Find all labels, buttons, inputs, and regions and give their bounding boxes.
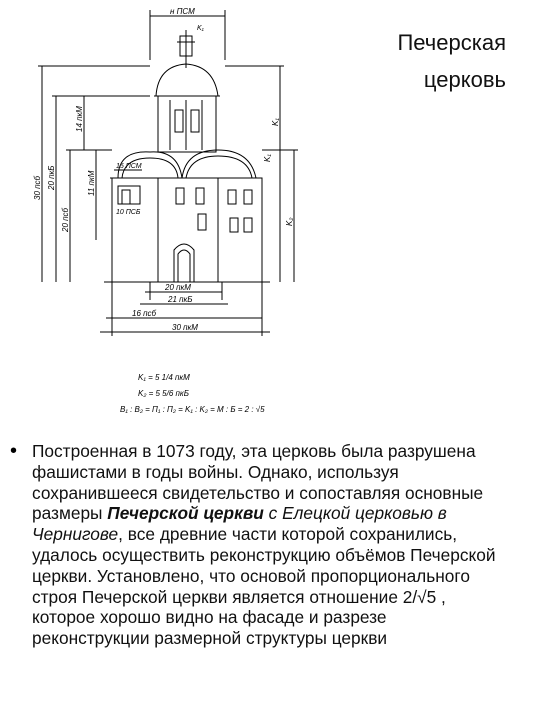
left-mid-label: 20 пкБ bbox=[47, 165, 56, 190]
body-part-3: , все древние части которой сохранились, удалось осуществить реконструкцию объёмов Печерской церкви. Установлено, что основой пропорционального строя Печерской церкви является отношение 2/√5 , которое хорошо видно на фасаде и разрезе реконструкции размерной структуры церкви bbox=[32, 524, 496, 649]
cross bbox=[177, 25, 205, 68]
inner-mid-label: 10 ПСБ bbox=[116, 209, 141, 216]
title-line-2: церковь bbox=[423, 67, 506, 92]
right-k1-label: K₁ bbox=[271, 118, 280, 126]
left-upper-label: 14 пкМ bbox=[75, 106, 84, 132]
inner-top-label: 15 ПСМ bbox=[116, 163, 142, 170]
church-architectural-drawing bbox=[30, 0, 350, 430]
bottom-label-1: 20 пкМ bbox=[165, 283, 191, 292]
slide-title bbox=[397, 24, 506, 98]
right-k1-label-upper: K₁ bbox=[263, 154, 272, 162]
left-dimensions bbox=[33, 66, 150, 282]
top-dimension bbox=[150, 7, 225, 60]
bottom-label-4: 30 пкМ bbox=[172, 323, 198, 332]
dome bbox=[154, 64, 220, 152]
bottom-label-3: 16 псб bbox=[132, 309, 157, 318]
left-outer-label: 30 псб bbox=[33, 175, 42, 200]
right-k2-label: K₂ bbox=[285, 217, 294, 226]
bottom-dimensions bbox=[100, 282, 270, 336]
bottom-label-2: 21 пкБ bbox=[168, 295, 193, 304]
body-part-1: Построенная в 1073 году, эта церковь была разрушена фашистами в годы войны. Однако, используя сохранившееся свидетельство и сопоставляя основные размеры bbox=[32, 441, 484, 524]
k1-label-top: K₁ bbox=[197, 25, 204, 32]
formula-k1: K₁ = 5 1/4 пкМ bbox=[138, 373, 190, 382]
left-small-label: 11 пкМ bbox=[87, 170, 96, 196]
formulas bbox=[120, 373, 265, 414]
top-dimension-label: н ПСМ bbox=[170, 7, 195, 16]
emphasis-pecherska-church: Печерской церкви bbox=[107, 503, 264, 524]
body-part-2-elets: с Елецкой церковью в Чернигове bbox=[32, 503, 447, 545]
formula-ratio: B₁ : B₂ = П₁ : П₂ = K₁ : K₂ = M : Б = 2 : √5 bbox=[120, 405, 265, 414]
body-paragraph bbox=[32, 441, 502, 649]
title-line-1: Печерская bbox=[397, 30, 506, 55]
left-inner-label: 20 псб bbox=[61, 207, 70, 232]
formula-k2: K₂ = 5 5/6 пкБ bbox=[138, 389, 189, 398]
bullet-marker: • bbox=[10, 440, 18, 462]
